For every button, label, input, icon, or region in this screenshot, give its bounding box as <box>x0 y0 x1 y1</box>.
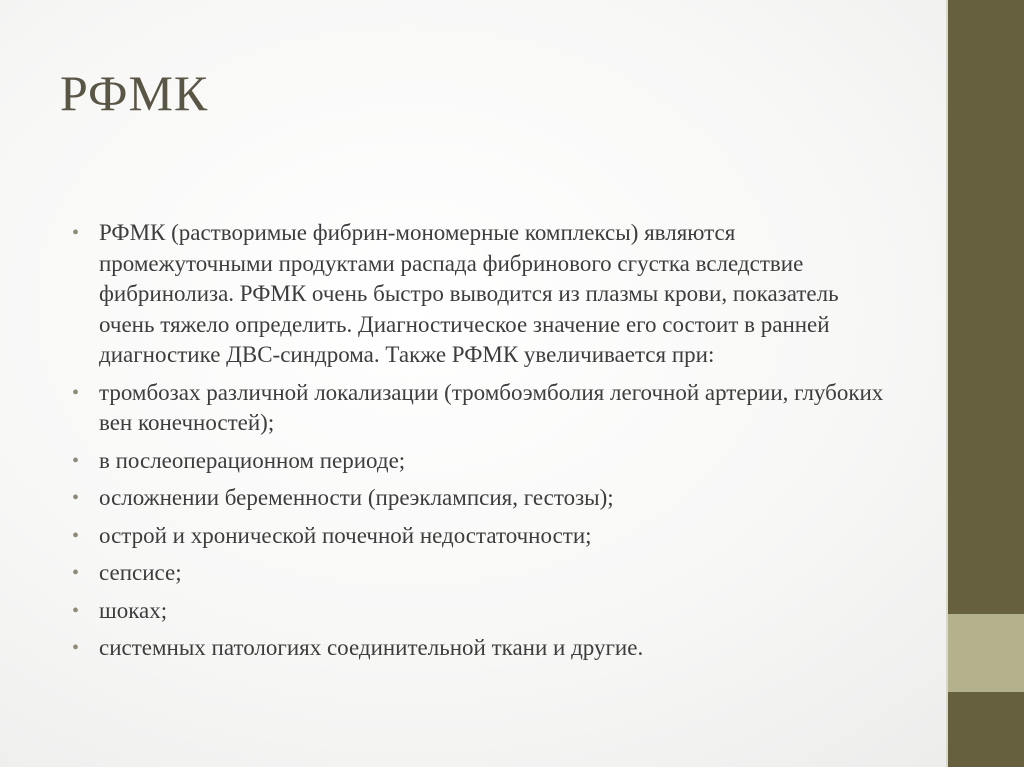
bullet-icon: • <box>72 524 80 547</box>
list-item-text: системных патологиях соединительной ткани и другие. <box>99 635 644 660</box>
list-item-text: РФМК (растворимые фибрин-мономерные комплексы) являются промежуточными продуктами распада фибринового сгустка вследствие фибринолиза. РФМК очень быстро выводится из плазмы крови, показатель очень тяжело определить. Диагностическое значение его состоит в ранней диагностике ДВС-синдрома. Также РФМК увеличивается при: <box>99 220 839 367</box>
list-item <box>72 521 892 552</box>
list-item <box>72 378 892 439</box>
list-item <box>72 483 892 514</box>
list-item <box>72 218 892 371</box>
list-item <box>72 446 892 477</box>
bullet-icon: • <box>72 449 80 472</box>
list-item-text: острой и хронической почечной недостаточности; <box>99 522 592 548</box>
slide-title: РФМК <box>60 64 209 121</box>
list-item <box>72 633 892 664</box>
bullet-icon: • <box>72 562 80 584</box>
list-item <box>72 558 892 589</box>
bullet-icon: • <box>72 381 80 404</box>
list-item-text: шоках; <box>99 597 168 623</box>
bullet-icon: • <box>72 637 80 659</box>
bullet-icon: • <box>72 599 80 622</box>
bullet-list <box>72 218 892 671</box>
list-item-text: тромбозах различной локализации (тромбоэмболия легочной артерии, глубоких вен конечностей); <box>99 379 884 435</box>
list-item-text: в послеоперационном периоде; <box>99 447 406 473</box>
bullet-icon: • <box>72 222 80 244</box>
list-item <box>72 596 892 627</box>
list-item-text: сепсисе; <box>99 560 182 585</box>
list-item-text: осложнении беременности (преэклампсия, гестозы); <box>99 485 614 510</box>
side-accent-block <box>948 614 1024 692</box>
bullet-icon: • <box>72 487 80 509</box>
